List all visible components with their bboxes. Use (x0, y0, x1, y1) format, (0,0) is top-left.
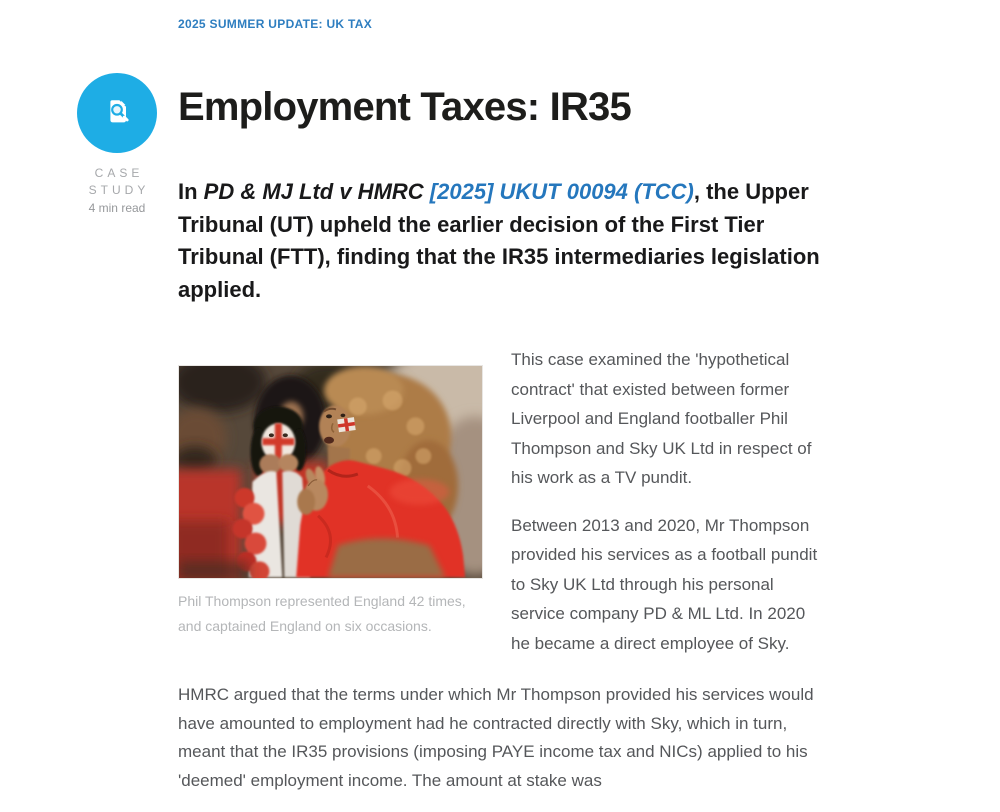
body-paragraph-2: Between 2013 and 2020, Mr Thompson provided his services as a football pundit to Sky UK Ltd through his personal service company PD & ML Ltd. In 2020 he became a direct employee of Sky. (511, 515, 818, 653)
document-search-icon (93, 87, 141, 140)
intro-standfirst (178, 176, 824, 306)
read-time: 4 min read (88, 201, 146, 215)
article-image (178, 365, 483, 579)
media-text-section (178, 345, 824, 676)
image-caption: Phil Thompson represented England 42 times, and captained England on six occasions. (178, 593, 466, 634)
body-paragraph-1: This case examined the 'hypothetical contract' that existed between former Liverpool and England footballer Phil Thompson and Sky UK Ltd in respect of his work as a TV pundit. (511, 350, 812, 487)
article-figure (178, 345, 483, 676)
case-name: PD & MJ Ltd v HMRC (203, 179, 430, 204)
article-type-line2: STUDY (88, 183, 150, 197)
page-title: Employment Taxes: IR35 (178, 85, 631, 129)
intro-text-2: , the Upper Tribunal (UT) upheld the earlier decision of the First Tier Tribunal (FTT), finding that the IR35 intermediaries legislation applied. (178, 179, 820, 302)
body-paragraph-3: HMRC argued that the terms under which Mr Thompson provided his services would have amounted to employment had he contracted directly with Sky, which in turn, meant that the IR35 provisions (imposing PAYE income tax and NICs) applied to his 'deemed' employment income. The amount at stake was (178, 685, 814, 790)
article-badge-rail (77, 73, 157, 215)
article-type-line1: CASE (94, 166, 144, 180)
body-column (511, 345, 824, 676)
eyebrow-category-link[interactable]: 2025 SUMMER UPDATE: UK TAX (178, 17, 373, 31)
article-type-label (77, 165, 157, 199)
article (178, 85, 824, 812)
case-study-badge (77, 73, 157, 153)
case-citation-link[interactable]: [2025] UKUT 00094 (TCC) (429, 179, 694, 204)
intro-text-1: In (178, 179, 204, 204)
